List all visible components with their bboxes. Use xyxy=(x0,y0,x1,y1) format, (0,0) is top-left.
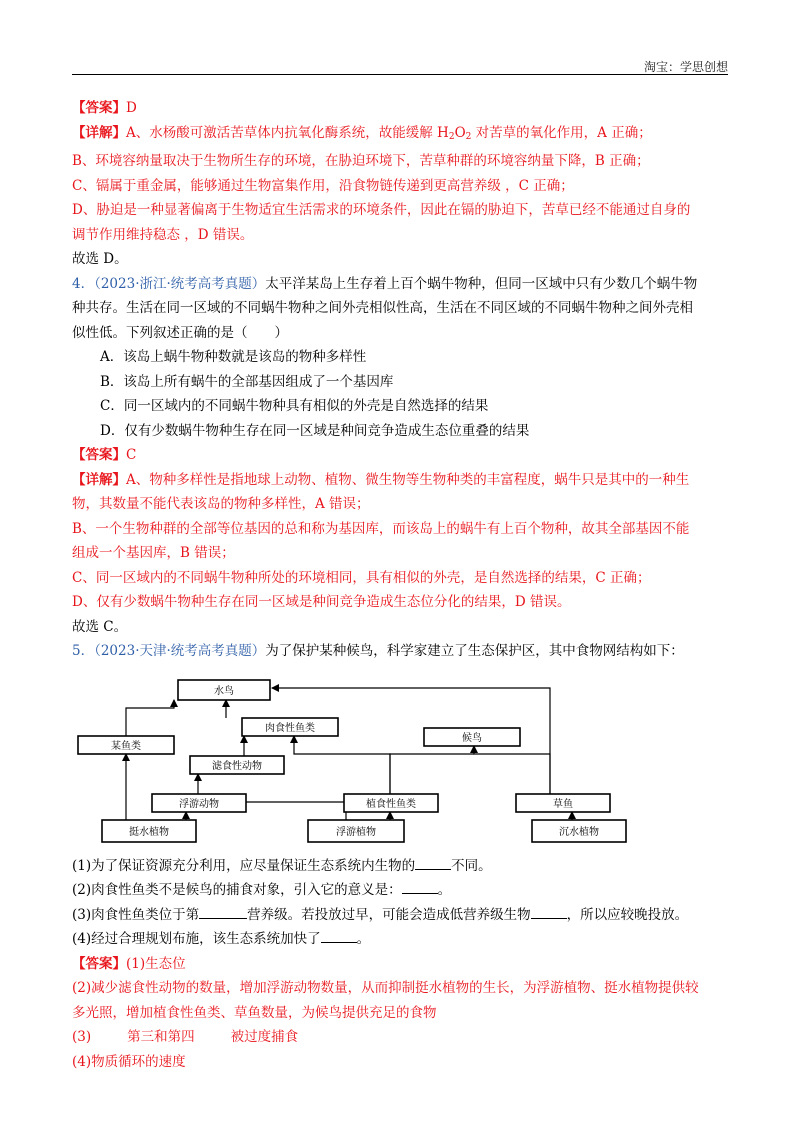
sub-3-pre: (3)肉食性鱼类位于第 xyxy=(72,906,200,923)
detail-a-1-text: A、物种多样性是指地球上动物、植物、微生物等生物种类的丰富程度，蜗牛只是其中的一种生 xyxy=(126,471,690,488)
q3-detail-b: B、环境容纳量取决于生物所生存的环境，在胁迫环境下，苦草种群的环境容纳量下降，B 正确； xyxy=(72,153,650,169)
q4-detail-b-1: B、一个生物种群的全部等位基因的总和称为基因库，而该岛上的蜗牛有上百个物种，故其全部基因不能 xyxy=(72,520,690,537)
detail-label: 【详解】 xyxy=(72,471,126,488)
q5-answer-1 xyxy=(72,952,728,977)
q5-source: （2023·天津·统考高考真题） xyxy=(94,643,266,659)
detail-a-post: 对苦草的氧化作用，A 正确； xyxy=(471,124,652,141)
q5-stem-text: 为了保护某种候鸟，科学家建立了生态保护区，其中食物网结构如下： xyxy=(265,643,684,659)
q4-detail-d: D、仅有少数蜗牛物种生存在同一区域是种间竞争造成生态位分化的结果，D 错误。 xyxy=(72,594,571,610)
node-label: 水鸟 xyxy=(214,685,234,697)
node-label: 植食性鱼类 xyxy=(366,798,416,810)
node-label: 草鱼 xyxy=(553,798,573,810)
answer-label: 【答案】 xyxy=(72,100,126,116)
node-lvshi xyxy=(190,756,284,774)
sub-2-pre: (2)肉食性鱼类不是候鸟的捕食对象，引入它的意义是： xyxy=(72,882,402,898)
edge-zhishiyu-rouyu xyxy=(294,736,390,794)
detail-a-sub: 2 xyxy=(448,131,455,142)
q4-option-c: C．同一区域内的不同蜗牛物种具有相似的外壳是自然选择的结果 xyxy=(100,398,489,414)
page-header: 淘宝：学思创想 xyxy=(643,60,728,74)
detail-label: 【详解】 xyxy=(72,124,126,141)
detail-a-pre: A、水杨酸可激活苦草体内抗氧化酶系统，故能缓解 H xyxy=(126,124,449,141)
node-label: 浮游植物 xyxy=(336,826,376,838)
answer-value: D xyxy=(126,100,137,116)
sub-3-mid: 营养级。若投放过早，可能会造成低营养级生物 xyxy=(247,906,531,923)
document-body xyxy=(72,96,728,1074)
answer-label: 【答案】 xyxy=(72,955,126,972)
q3-detail-a xyxy=(72,121,728,150)
node-shuiniao xyxy=(178,680,270,700)
sub-2-post: 。 xyxy=(437,882,452,898)
q4-stem-text: 太平洋某岛上生存着上百个蜗牛物种，但同一区域中只有少数几个蜗牛物 xyxy=(265,275,698,292)
node-zhishiyu xyxy=(344,794,438,812)
answer-blank xyxy=(402,879,438,894)
q5-sub-3 xyxy=(72,903,728,928)
q3-detail-d-1: D、胁迫是一种显著偏离于生物适宜生活需求的环境条件，因此在镉的胁迫下，苦草已经不能通过自身的 xyxy=(72,202,691,218)
q4-stem-2: 种共存。生活在同一区域的不同蜗牛物种之间外壳相似性高，生活在不同区域的不同蜗牛物种之间外壳相 xyxy=(72,300,693,316)
q5-answer-2-1: (2)减少滤食性动物的数量，增加浮游动物数量，从而抑制挺水植物的生长，为浮游植物、挺水植物提供较 xyxy=(72,980,699,996)
node-rouyu xyxy=(242,718,338,736)
q4-option-d: D．仅有少数蜗牛物种生存在同一区域是种间竞争造成生态位重叠的结果 xyxy=(100,422,530,439)
node-caoyu xyxy=(516,794,610,812)
q5-answer-4: (4)物质循环的速度 xyxy=(72,1053,186,1070)
node-chenshui xyxy=(532,820,626,842)
q3-detail-c: C、镉属于重金属，能够通过生物富集作用，沿食物链传递到更高营养级 ，C 正确； xyxy=(72,177,574,194)
edge-fuyouzhiwu-fuyoudongwu xyxy=(236,802,346,820)
q4-detail-a-2: 物，其数量不能代表该岛的物种多样性，A 错误； xyxy=(72,496,370,512)
q4-option-b: B．该岛上所有蜗牛的全部基因组成了一个基因库 xyxy=(100,373,394,390)
sub-1-pre: (1)为了保证资源充分利用，应尽量保证生态系统内生物的 xyxy=(72,857,416,874)
q5-number: 5． xyxy=(72,643,95,659)
node-mouyu xyxy=(78,736,174,754)
q4-answer xyxy=(72,443,728,468)
sub-3-post: ，所以应较晚投放。 xyxy=(566,906,689,923)
node-label: 肉食性鱼类 xyxy=(265,722,315,734)
q5-stem xyxy=(72,639,728,664)
q5-answer-3 xyxy=(72,1025,728,1050)
q3-answer xyxy=(72,96,728,121)
q4-stem-1 xyxy=(72,272,728,297)
q5-sub-1 xyxy=(72,854,728,879)
node-fuyoudongwu xyxy=(152,794,246,812)
header-divider xyxy=(72,74,728,75)
q4-detail-a-1 xyxy=(72,468,728,493)
node-fuyouzhiwu xyxy=(308,820,404,842)
node-label: 挺水植物 xyxy=(129,826,169,838)
answer-blank xyxy=(321,928,357,943)
answer-blank xyxy=(415,855,451,870)
q3-detail-d-2: 调节作用维持稳态 ，D 错误。 xyxy=(72,226,254,243)
q4-detail-b-2: 组成一个基因库，B 错误； xyxy=(72,545,235,561)
node-label: 滤食性动物 xyxy=(212,760,262,772)
q5-sub-4 xyxy=(72,927,728,952)
node-tingshui xyxy=(102,820,196,842)
detail-a-sub2: 2 xyxy=(465,131,472,142)
q4-conclusion: 故选 C。 xyxy=(72,618,128,635)
answer-value: C xyxy=(126,447,137,463)
node-label: 沉水植物 xyxy=(559,826,599,838)
answer-blank xyxy=(531,904,567,919)
answer-label: 【答案】 xyxy=(72,447,126,463)
edge-caoyu-houniao xyxy=(474,746,550,794)
answer-blank xyxy=(199,904,247,919)
q3-conclusion: 故选 D。 xyxy=(72,251,128,267)
food-web-diagram xyxy=(76,670,736,850)
edge-zhishiyu-houniao xyxy=(390,754,474,794)
node-label: 候鸟 xyxy=(462,732,482,744)
q4-detail-c: C、同一区域内的不同蜗牛物种所处的环境相同，具有相似的外壳，是自然选择的结果，C 正确； xyxy=(72,569,651,586)
node-label: 浮游动物 xyxy=(179,798,219,810)
edge-mouyu-shuiniao xyxy=(126,700,174,736)
q5-sub-2 xyxy=(72,878,728,903)
ans-1-text: (1)生态位 xyxy=(126,955,186,972)
q5-answer-2-2: 多光照，增加植食性鱼类、草鱼数量，为候鸟提供充足的食物 xyxy=(72,1004,437,1021)
node-label: 某鱼类 xyxy=(111,740,141,752)
ans-3-a: 第三和第四 xyxy=(127,1029,195,1045)
q4-number: 4． xyxy=(72,275,95,292)
sub-4-post: 。 xyxy=(356,931,371,947)
q4-source: （2023·浙江·统考高考真题） xyxy=(94,275,266,292)
q4-stem-3: 似性低。下列叙述正确的是（ ） xyxy=(72,324,288,341)
sub-4-pre: (4)经过合理规划布施，该生态系统加快了 xyxy=(72,931,321,947)
sub-1-post: 不同。 xyxy=(451,857,492,874)
node-houniao xyxy=(424,728,520,746)
ans-3-b: 被过度捕食 xyxy=(230,1029,299,1045)
ans-3-num: (3) xyxy=(72,1029,92,1045)
detail-a-mid: O xyxy=(454,124,466,141)
q4-option-a: A．该岛上蜗牛物种数就是该岛的物种多样性 xyxy=(100,349,367,365)
